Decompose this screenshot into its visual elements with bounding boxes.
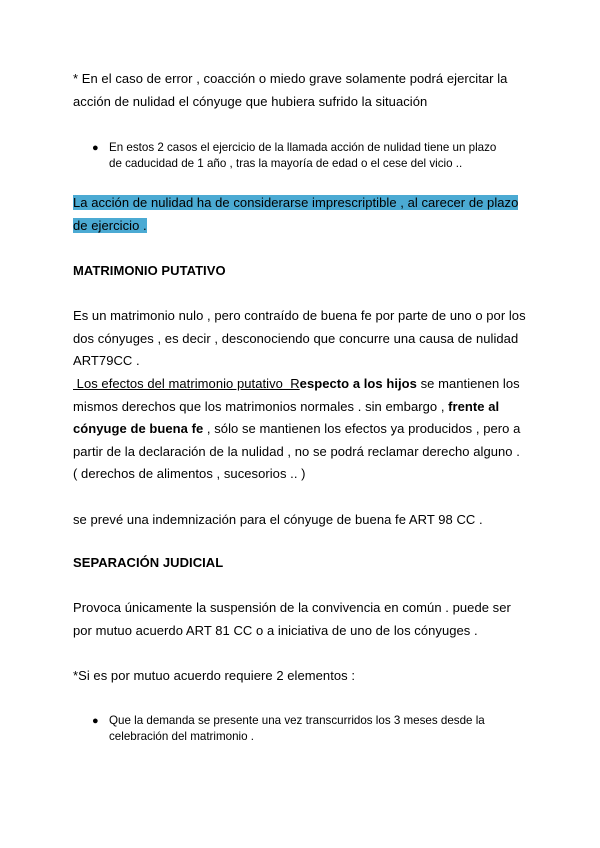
text-span: , sólo se mantienen los efectos ya producidos , pero a [203,421,521,436]
text-line [73,418,533,441]
highlighted-text: de ejercicio . [73,217,147,233]
text-line: celebración del matrimonio . [109,729,254,743]
underlined-text: Los efectos del matrimonio putativo R [73,376,300,391]
bullet-item-demanda [109,713,529,744]
text-line: dos cónyuges , es decir , desconociendo que concurre una causa de nulidad [73,330,519,346]
highlighted-text: La acción de nulidad ha de considerarse imprescriptible , al carecer de plazo [73,195,519,210]
bullet-dot-icon: ● [92,715,99,727]
text-line: * En el caso de error , coacción o miedo grave solamente podrá ejercitar la [73,71,508,86]
text-line [73,373,533,396]
text-span: se mantienen los [416,376,520,391]
text-line: Que la demanda se presente una vez transcurridos los 3 meses desde la [109,714,485,727]
paragraph-efectos-putativo [73,373,533,486]
heading-matrimonio-putativo: MATRIMONIO PUTATIVO [73,263,226,278]
text-line: ( derechos de alimentos , sucesorios .. ) [73,466,306,481]
bullet-item-plazo-caducidad [109,140,529,171]
text-line: Provoca únicamente la suspensión de la convivencia en común . puede ser [73,600,511,615]
paragraph-error-coaccion [73,68,533,113]
text-span: mismos derechos que los matrimonios normales . sin embargo , [73,398,449,414]
bold-text: frente al [448,398,500,414]
bold-text: cónyuge de buena fe [73,421,204,436]
highlighted-paragraph [73,192,533,237]
text-line: por mutuo acuerdo ART 81 CC o a iniciativa de uno de los cónyuges . [73,622,478,638]
text-line: ART79CC . [73,353,140,368]
bold-text: especto a los hijos [299,376,417,391]
bullet-dot-icon: ● [92,142,99,154]
paragraph-matrimonio-nulo [73,305,533,373]
text-line: acción de nulidad el cónyuge que hubiera sufrido la situación [73,93,428,109]
paragraph-indemnizacion: se prevé una indemnización para el cónyuge de buena fe ART 98 CC . [73,512,483,527]
text-line [73,396,533,419]
paragraph-separacion [73,597,533,642]
text-line: partir de la declaración de la nulidad , no se podrá reclamar derecho alguno . [73,443,520,459]
text-line: En estos 2 casos el ejercicio de la llamada acción de nulidad tiene un plazo [109,141,497,154]
text-line: Es un matrimonio nulo , pero contraído de buena fe por parte de uno o por los [73,308,526,323]
heading-separacion-judicial: SEPARACIÓN JUDICIAL [73,555,224,570]
text-line: de caducidad de 1 año , tras la mayoría de edad o el cese del vicio .. [109,156,463,170]
paragraph-mutuo-acuerdo: *Si es por mutuo acuerdo requiere 2 elementos : [73,668,356,683]
